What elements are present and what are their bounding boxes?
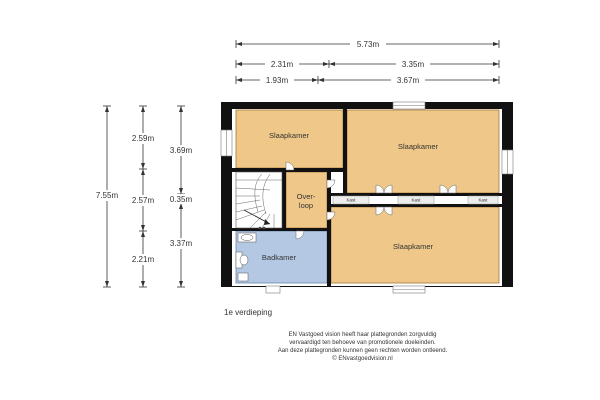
dim-left-a1: 2.59m (131, 134, 155, 143)
dim-left-b3: 3.37m (169, 239, 193, 248)
disclaimer-line-4: © ENvastgoedvision.nl (332, 356, 393, 362)
floor-label: 1e verdieping (224, 308, 273, 317)
disclaimer-line-2: vervaardigd ten behoeve van promotionele doeleinden. (289, 340, 436, 346)
dim-top-row3-right: 3.67m (396, 76, 420, 85)
dim-left-b2: 0.35m (169, 195, 193, 204)
room-label-badkamer: Badkamer (261, 253, 297, 262)
closet-label-1: Kast (346, 197, 356, 203)
dim-left-b1: 3.69m (169, 146, 193, 155)
dim-top-row2-right: 3.35m (401, 60, 425, 69)
closet-label-3: Kast (478, 197, 488, 203)
dim-top-row2-left: 2.31m (270, 60, 294, 69)
staircase (236, 172, 282, 228)
closet-label-2: Kast (411, 197, 421, 203)
dim-left-total: 7.55m (95, 191, 119, 200)
room-label-slaapkamer-large-top: Slaapkamer (397, 142, 439, 151)
dim-top-row3-left: 1.93m (265, 76, 289, 85)
dim-top-total: 5.73m (356, 40, 380, 49)
room-label-overloop-1: Over- (296, 192, 316, 201)
disclaimer (230, 331, 495, 363)
dim-left-a2: 2.57m (131, 196, 155, 205)
disclaimer-line-3: Aan deze plattegronden kunnen geen rechten worden ontleend. (277, 348, 448, 354)
room-label-slaapkamer-small: Slaapkamer (268, 131, 310, 140)
disclaimer-line-1: EN Vastgoed vision heeft haar plattegronden zorgvuldig (288, 332, 437, 338)
dim-left-a3: 2.21m (131, 255, 155, 264)
room-label-overloop-2: loop (298, 201, 314, 210)
room-slaapkamer-large-top (347, 110, 499, 193)
room-label-slaapkamer-bottom: Slaapkamer (392, 242, 434, 251)
